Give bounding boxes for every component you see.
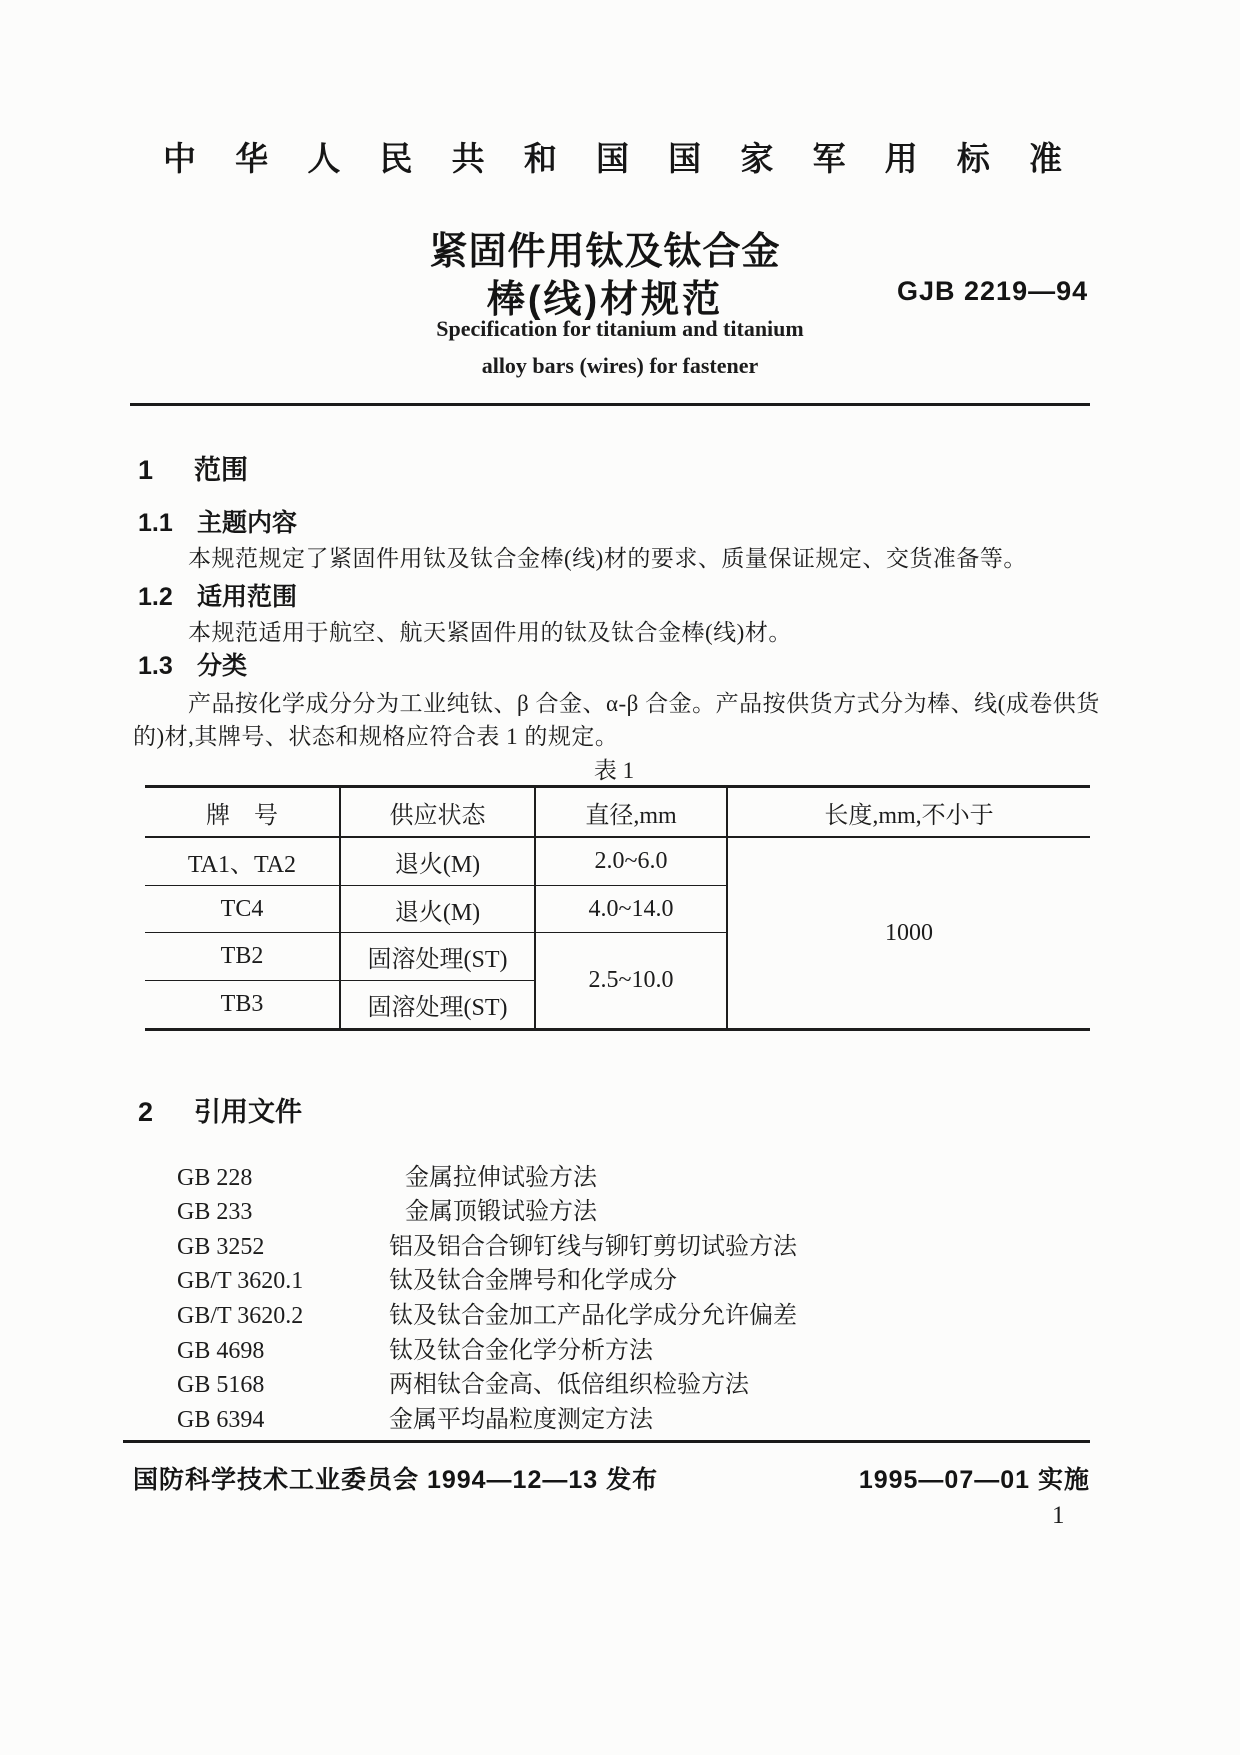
section-1-3-paragraph-line2: 的)材,其牌号、状态和规格应符合表 1 的规定。 <box>133 724 619 749</box>
reference-item <box>177 1157 597 1192</box>
section-1-2-heading <box>138 577 297 613</box>
section-2-title: 引用文件 <box>194 1097 302 1127</box>
reference-item <box>177 1260 677 1295</box>
reference-title: 两相钛合金高、低倍组织检验方法 <box>389 1372 749 1398</box>
table-1 <box>145 785 1090 1031</box>
section-1-heading <box>138 448 248 487</box>
reference-item <box>177 1330 653 1365</box>
reference-title: 钛及钛合金牌号和化学成分 <box>389 1268 677 1294</box>
reference-item <box>177 1191 597 1226</box>
reference-title: 金属拉伸试验方法 <box>405 1165 597 1191</box>
reference-code: GB/T 3620.2 <box>177 1303 304 1329</box>
section-1-number: 1 <box>138 455 154 485</box>
table-cell-condition: 退火(M) <box>341 838 536 886</box>
section-1-1-heading <box>138 503 297 539</box>
reference-code: GB 3252 <box>177 1234 265 1260</box>
table-cell-grade: TA1、TA2 <box>145 838 341 886</box>
reference-code: GB 228 <box>177 1165 253 1191</box>
section-1-2-number: 1.2 <box>138 583 173 611</box>
table-cell-condition: 退火(M) <box>341 886 536 933</box>
table-header-length: 长度,mm,不小于 <box>728 788 1090 838</box>
english-subtitle-line1: Specification for titanium and titanium <box>436 316 804 341</box>
table-cell-diameter: 4.0~14.0 <box>536 886 728 933</box>
reference-code: GB 5168 <box>177 1372 265 1398</box>
section-1-2-paragraph: 本规范适用于航空、航天紧固件用的钛及钛合金棒(线)材。 <box>188 620 792 645</box>
section-2-number: 2 <box>138 1097 154 1127</box>
document-title-line1: 紧固件用钛及钛合金 <box>429 231 781 273</box>
reference-item <box>177 1364 749 1399</box>
table-cell-grade: TB2 <box>145 933 341 981</box>
header-divider-rule <box>130 403 1090 406</box>
table-header-diameter: 直径,mm <box>536 788 728 838</box>
section-1-1-paragraph: 本规范规定了紧固件用钛及钛合金棒(线)材的要求、质量保证规定、交货准备等。 <box>188 546 1027 571</box>
table-1-caption: 表 1 <box>593 758 635 783</box>
section-1-3-title: 分类 <box>197 652 248 680</box>
standard-header-banner: 中 华 人 民 共 和 国 国 家 军 用 标 准 <box>162 140 1078 177</box>
section-2-heading <box>138 1090 302 1129</box>
reference-title: 钛及钛合金化学分析方法 <box>389 1338 653 1364</box>
table-cell-condition: 固溶处理(ST) <box>341 981 536 1028</box>
reference-code: GB 6394 <box>177 1407 265 1433</box>
english-subtitle-line2: alloy bars (wires) for fastener <box>481 353 759 378</box>
reference-item <box>177 1295 797 1330</box>
reference-code: GB 233 <box>177 1199 253 1225</box>
section-1-title: 范围 <box>194 455 248 485</box>
table-cell-grade: TB3 <box>145 981 341 1028</box>
section-1-1-title: 主题内容 <box>197 509 298 537</box>
page-number: 1 <box>1052 1502 1065 1529</box>
footer-divider-rule <box>123 1440 1090 1443</box>
reference-item <box>177 1399 653 1434</box>
section-1-3-heading <box>138 646 247 682</box>
reference-title: 金属顶锻试验方法 <box>405 1199 597 1225</box>
standard-number: GJB 2219—94 <box>897 276 1089 306</box>
section-1-3-number: 1.3 <box>138 652 173 680</box>
reference-title: 钛及钛合金加工产品化学成分允许偏差 <box>389 1303 797 1329</box>
table-header-condition: 供应状态 <box>341 788 536 838</box>
document-title-line2: 棒(线)材规范 <box>486 279 724 321</box>
table-cell-length-merged: 1000 <box>885 919 933 946</box>
table-cell-grade: TC4 <box>145 886 341 933</box>
reference-item <box>177 1226 797 1261</box>
table-cell-diameter: 2.0~6.0 <box>536 838 728 886</box>
footer-issued-by: 国防科学技术工业委员会 1994—12—13 发布 <box>133 1466 659 1494</box>
reference-code: GB/T 3620.1 <box>177 1268 304 1294</box>
reference-code: GB 4698 <box>177 1338 265 1364</box>
reference-title: 铝及铝合合铆钉线与铆钉剪切试验方法 <box>389 1234 797 1260</box>
table-cell-diameter-merged: 2.5~10.0 <box>536 933 728 1028</box>
table-header-grade: 牌 号 <box>145 788 341 838</box>
reference-title: 金属平均晶粒度测定方法 <box>389 1407 653 1433</box>
section-1-3-paragraph-line1: 产品按化学成分分为工业纯钛、β 合金、α-β 合金。产品按供货方式分为棒、线(成卷供货 <box>188 691 1100 716</box>
section-1-1-number: 1.1 <box>138 509 173 537</box>
section-1-2-title: 适用范围 <box>197 583 298 611</box>
footer-effective-date: 1995—07—01 实施 <box>858 1466 1090 1494</box>
table-cell-condition: 固溶处理(ST) <box>341 933 536 981</box>
